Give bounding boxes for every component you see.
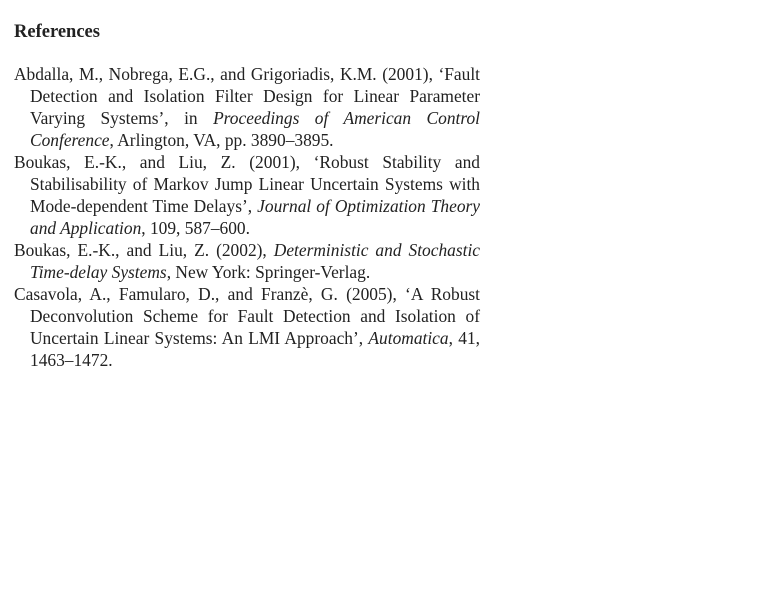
reference-list bbox=[14, 63, 480, 371]
reference-item bbox=[14, 63, 480, 151]
reference-text: Boukas, E.-K., and Liu, Z. (2001), ‘Robust Stability and Stabilisability of Markov Jump Linear Uncertain Systems with Mode-dependent Time Delays’, bbox=[14, 152, 480, 216]
reference-source-title: Proceedings of American Control Conference bbox=[30, 108, 480, 150]
reference-text: Casavola, A., Famularo, D., and Franzè, G. (2005), ‘A Robust Deconvolution Scheme for Fault Detection and Isolation of Uncertain Linear Systems: An LMI Approach’, bbox=[14, 284, 480, 348]
reference-text: Abdalla, M., Nobrega, E.G., and Grigoriadis, K.M. (2001), ‘Fault Detection and Isolation Filter Design for Linear Parameter Varying Systems’, in bbox=[14, 64, 480, 128]
reference-source-title: Automatica bbox=[368, 328, 449, 348]
reference-details: , 109, 587–600. bbox=[141, 218, 250, 238]
reference-text: Boukas, E.-K., and Liu, Z. (2002), bbox=[14, 240, 274, 260]
reference-details: , Arlington, VA, pp. 3890–3895. bbox=[109, 130, 334, 150]
reference-details: , 41, 1463–1472. bbox=[30, 328, 480, 370]
reference-source-title: Journal of Optimization Theory and Application bbox=[30, 196, 480, 238]
reference-details: , New York: Springer-Verlag. bbox=[166, 262, 371, 282]
section-heading: References bbox=[14, 22, 100, 42]
references-section bbox=[14, 20, 480, 371]
reference-item bbox=[14, 151, 480, 239]
reference-item bbox=[14, 283, 480, 371]
reference-item bbox=[14, 239, 480, 283]
reference-source-title: Deterministic and Stochastic Time-delay Systems bbox=[30, 240, 480, 282]
